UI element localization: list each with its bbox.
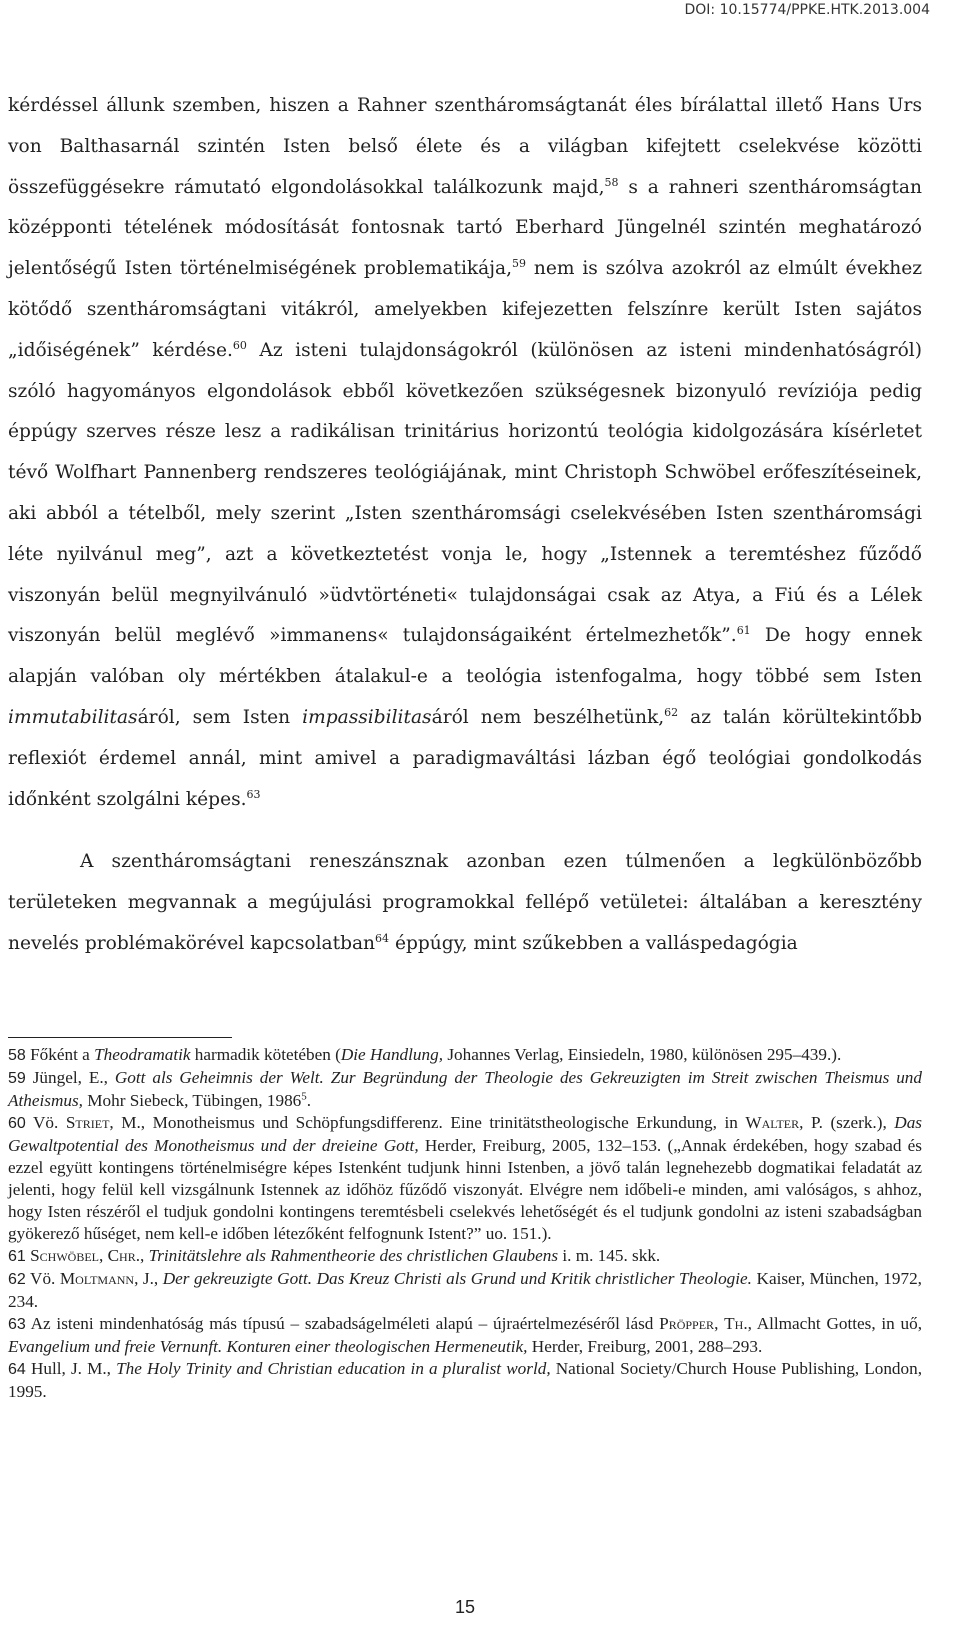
footnote-63: 63 Az isteni mindenhatóság más típusú – szabadságelméleti alapú – újraértelmezéséről lásd Pröpper, Th., Allmacht Gottes, in uő, Evangelium und freie Vernunft. Konturen einer theologischen Hermeneutik, Herder, Freiburg, 2001, 288–293. — [8, 1314, 923, 1356]
footnote-ref-58[interactable]: 58 — [604, 175, 619, 189]
footnotes — [8, 1044, 922, 1403]
footnote-separator — [8, 1037, 232, 1038]
footnote-ref-61[interactable]: 61 — [736, 624, 751, 638]
footnote-ref-64[interactable]: 64 — [375, 931, 390, 945]
footnote-64: 64 Hull, J. M., The Holy Trinity and Christian education in a pluralist world, National Society/Church House Publishing, London, 1995. — [8, 1359, 922, 1401]
footnote-ref-62[interactable]: 62 — [664, 705, 679, 719]
footnote-ref-60[interactable]: 60 — [232, 338, 247, 352]
main-text — [8, 86, 922, 965]
footnote-61: 61 Schwöbel, Chr., Trinitätslehre als Rahmentheorie des christlichen Glaubens i. m. 145. skk. — [8, 1246, 661, 1265]
footnote-ref-59[interactable]: 59 — [512, 257, 527, 270]
footnote-62: 62 Vö. Moltmann, J., Der gekreuzigte Gott. Das Kreuz Christi als Grund und Kritik christlicher Theologie. Kaiser, München, 1972, 234. — [8, 1269, 922, 1311]
footnote-ref-63[interactable]: 63 — [246, 787, 261, 801]
footnote-60: 60 Vö. Striet, M., Monotheismus und Schöpfungsdifferenz. Eine trinitätstheologische Erkundung, in Walter, P. (szerk.), Das Gewaltpotential des Monotheismus und der dreieine Gott, Herder, Freiburg, 2005, 132–153. („Annak érdekében, hogy szabad és ezzel együtt kontingens történelmiségre képes Istenként tudjunk hinni Istenben, a jövő talán legnehezebb dogmatikai feladatát az jelenti, hogy felül kell vizsgálnunk Istennek az időhöz fűződő viszonyát. Elvégre nem időbeli-e minden, ami valóságos, s ahhoz, hogy Isten részéről el tudjuk gondolni kontingens teremtésbeli cselekvés lehetőségét és el tudjunk gondolni az isteni szabadságban gyökerező hűséget, nem kell-e időben létezőként felfognunk Istent?” uo. 151.). — [8, 1113, 922, 1243]
doi-header: DOI: 10.15774/PPKE.HTK.2013.004 — [684, 2, 930, 18]
page-number: 15 — [454, 1597, 476, 1617]
footnote-58: 58 Főként a Theodramatik harmadik kötetében (Die Handlung, Johannes Verlag, Einsiedeln, 1980, különösen 295–439.). — [8, 1045, 842, 1064]
paragraph-1: kérdéssel állunk szemben, hiszen a Rahner szentháromságtanát éles bírálattal illető Hans Urs von Balthasarnál szintén Isten belső élete és a világban kifejtett cselekvése közötti összefüggésekre rámutató elgondolásokkal találkozunk majd,$^{58}$ s a rahneri szentháromságtan középponti tételének módosítását fontosnak tartó Eberhard Jüngelnél szintén meghatározó jelentőségű Isten történelmiségének problematikája,$^{59}$ nem is szólva azokról az elmúlt évekhez kötődő szentháromságtani vitákról, amelyekben kifejezetten felszínre került Isten sajátos „időiségének” kérdése.$^{60}$ Az isteni tulajdonságokról (különösen az isteni mindenhatóságról) szóló hagyományos elgondolások ebből következően szükségesnek bizonyuló revíziója pedig éppúgy szerves része lesz a radikálisan trinitárius horizontú teológia kidolgozására kísérletet tévő Wolfhart Pannenberg rendszeres teológiájának, mint Christoph Schwöbel erőfeszítéseinek, aki abból a tételből, mely szerint „Isten szentháromsági cselekvésében Isten szentháromsági léte nyilvánul meg”, azt a következtetést vonja le, hogy „Istennek a teremtéshez fűződő viszonyán belül megnyilvánuló »üdvtörténeti« tulajdonságai csak az Atya, a Fiú és a Lélek viszonyán belül meglévő »immanens« tulajdonságaiként értelmezhetők”.$^{61}$ De hogy ennek alapján valóban oly mértékben átalakul-e a teológia istenfogalma, hogy többé sem Isten immutabilitasáról, sem Isten impassibilitasáról nem beszélhetünk,$^{62}$ az talán körültekintőbb reflexiót érdemel annál, mint amivel a paradigmaváltási lázban égő teológiai gondolkodás időnként szolgálni képes.$^{63}$ — [8, 95, 922, 810]
footnote-59: 59 Jüngel, E., Gott als Geheimnis der Welt. Zur Begründung der Theologie des Gekreuzigten im Streit zwischen Theismus und Atheismus, Mohr Siebeck, Tübingen, 1986$^5$. — [8, 1068, 922, 1110]
paragraph-2: A szentháromságtani reneszánsznak azonban ezen túlmenően a legkülönbözőbb területeken megvannak a megújulási programokkal fellépő vetületei: általában a keresztény nevelés problémakörével kapcsolatban$^{64}$ éppúgy, mint szűkebben a valláspedagógia — [8, 851, 922, 954]
